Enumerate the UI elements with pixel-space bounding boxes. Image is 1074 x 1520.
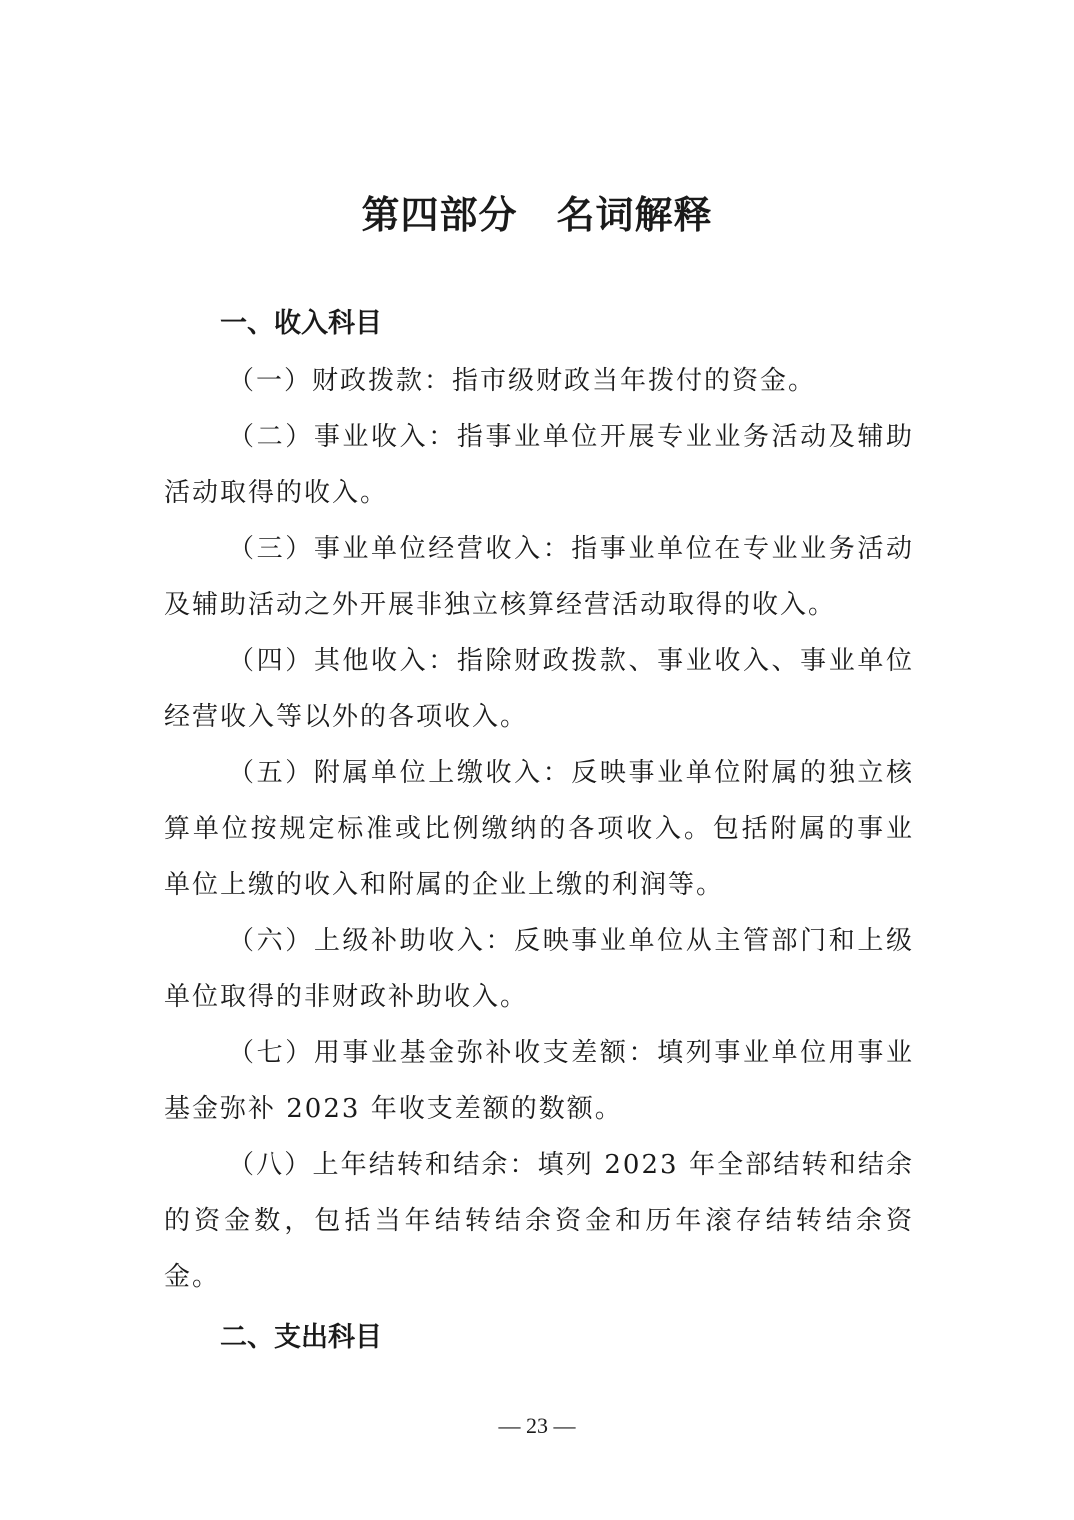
section-heading-expenditure: 二、支出科目 xyxy=(220,1322,382,1353)
income-item-4: （四）其他收入：指除财政拨款、事业收入、事业单位经营收入等以外的各项收入。 xyxy=(164,646,914,732)
income-item-7: （七）用事业基金弥补收支差额：填列事业单位用事业基金弥补 2023 年收支差额的数额。 xyxy=(164,1038,914,1124)
income-item-3: （三）事业单位经营收入：指事业单位在专业业务活动及辅助活动之外开展非独立核算经营活动取得的收入。 xyxy=(164,534,914,620)
section-heading-income: 一、收入科目 xyxy=(220,308,382,339)
income-item-1: （一）财政拨款：指市级财政当年拨付的资金。 xyxy=(228,366,817,396)
page-number: — 23 — xyxy=(498,1413,576,1438)
page-title: 第四部分 名词解释 xyxy=(361,193,713,237)
income-item-5: （五）附属单位上缴收入：反映事业单位附属的独立核算单位按规定标准或比例缴纳的各项收入。包括附属的事业单位上缴的收入和附属的企业上缴的利润等。 xyxy=(164,758,914,900)
income-item-8: （八）上年结转和结余：填列 2023 年全部结转和结余的资金数，包括当年结转结余资金和历年滚存结转结余资金。 xyxy=(164,1150,914,1292)
income-item-6: （六）上级补助收入：反映事业单位从主管部门和上级单位取得的非财政补助收入。 xyxy=(164,926,914,1012)
income-item-2: （二）事业收入：指事业单位开展专业业务活动及辅助活动取得的收入。 xyxy=(164,422,914,508)
